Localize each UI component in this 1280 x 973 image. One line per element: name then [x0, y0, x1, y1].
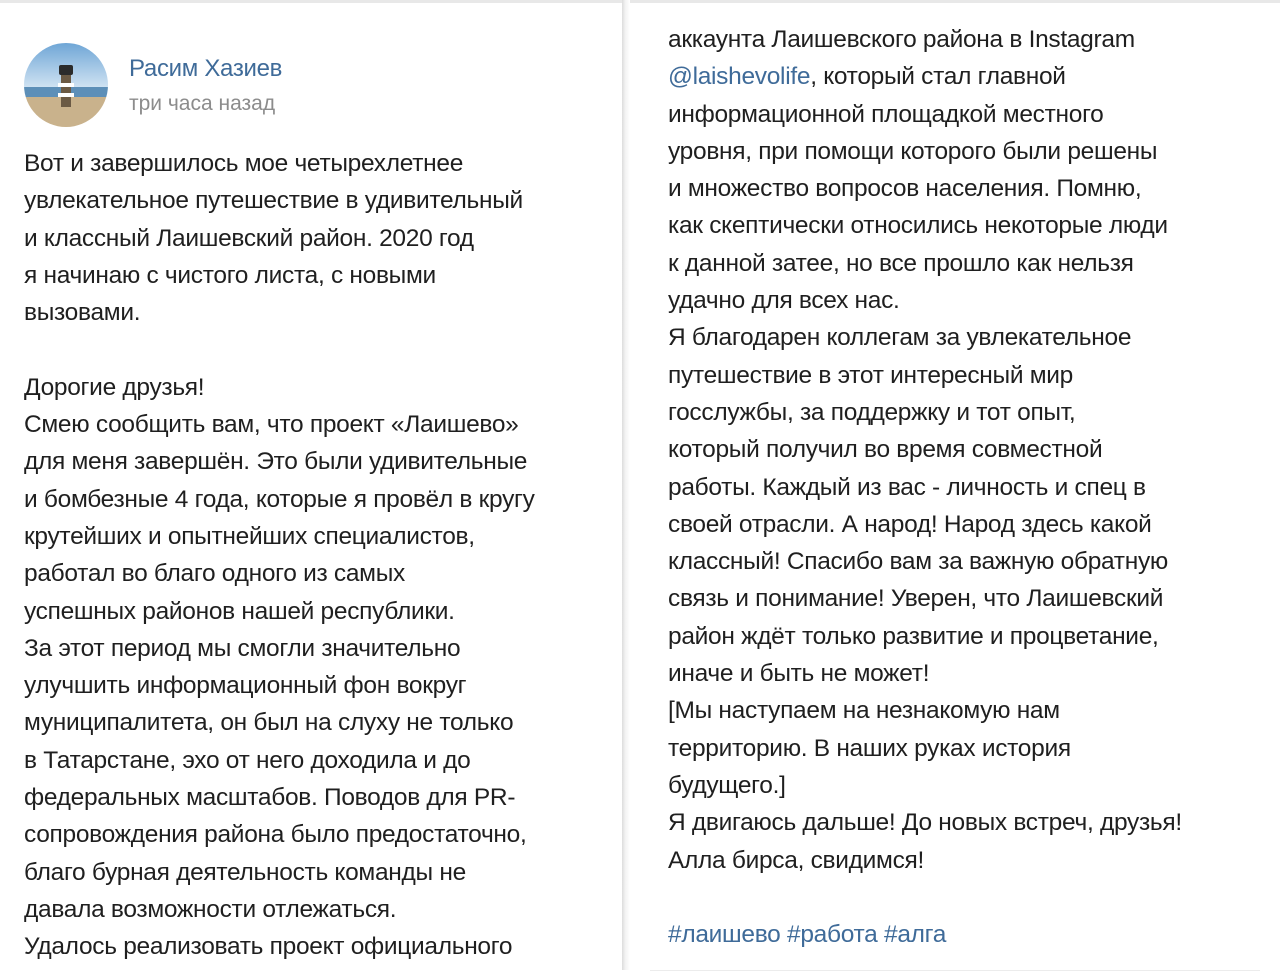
post-panel-right: [630, 0, 1280, 973]
text-line: в Татарстане, эхо от него доходила и до: [24, 746, 471, 774]
text-line: Смею сообщить вам, что проект «Лаишево»: [24, 411, 519, 439]
text-line: удачно для всех нас.: [668, 287, 900, 315]
text-line: я начинаю с чистого листа, с новыми: [24, 261, 436, 289]
hashtag-link[interactable]: #алга: [884, 921, 947, 949]
text-line: будущего.]: [668, 771, 786, 799]
paragraph-gap: [668, 879, 1182, 916]
text-line: и бомбезные 4 года, которые я провёл в кругу: [24, 485, 535, 513]
text-line: аккаунта Лаишевского района в Instagram: [668, 26, 1135, 53]
avatar[interactable]: [24, 43, 108, 127]
text-line: Удалось реализовать проект официального: [24, 933, 513, 961]
text-line: увлекательное путешествие в удивительный: [24, 187, 523, 215]
text-line: улучшить информационный фон вокруг: [24, 672, 467, 700]
text-line: крутейших и опытнейших специалистов,: [24, 522, 475, 550]
text-line: вызовами.: [24, 299, 141, 327]
post-text-right: [668, 21, 1182, 953]
text-line: классный! Спасибо вам за важную обратную: [668, 548, 1168, 576]
text-line: как скептически относились некоторые люди: [668, 212, 1168, 240]
text-line: успешных районов нашей республики.: [24, 597, 455, 625]
text-line: и множество вопросов населения. Помню,: [668, 175, 1142, 203]
text-line: территорию. В наших руках история: [668, 734, 1071, 762]
instagram-mention-link[interactable]: @laishevolife: [668, 63, 811, 91]
text-line: путешествие в этот интересный мир: [668, 361, 1073, 389]
text-line: Алла бирса, свидимся!: [668, 846, 924, 874]
text-line: уровня, при помощи которого были решены: [668, 137, 1158, 165]
text-line: информационной площадкой местного: [668, 100, 1104, 128]
text-line: муниципалитета, он был на слуху не только: [24, 709, 514, 737]
text-line: госслужбы, за поддержку и тот опыт,: [668, 398, 1076, 426]
hashtag-list: [668, 916, 1182, 953]
text-line: к данной затее, но все прошло как нельзя: [668, 249, 1134, 277]
text-line: связь и понимание! Уверен, что Лаишевский: [668, 585, 1164, 613]
text-line: и классный Лаишевский район. 2020 год: [24, 224, 474, 252]
text-line: За этот период мы смогли значительно: [24, 634, 461, 662]
bottom-separator: [650, 970, 1260, 971]
hashtag-link[interactable]: #работа: [787, 921, 878, 949]
text-line: который получил во время совместной: [668, 436, 1103, 464]
text-fragment: , который стал главной: [810, 63, 1066, 91]
text-line: сопровождения района было предостаточно,: [24, 821, 527, 849]
text-line: район ждёт только развитие и процветание,: [668, 622, 1159, 650]
text-line: Я двигаюсь дальше! До новых встреч, друзья!: [668, 809, 1182, 837]
text-line: своей отрасли. А народ! Народ здесь какой: [668, 510, 1152, 538]
text-line-with-mention: [668, 58, 1182, 95]
post-timestamp[interactable]: три часа назад: [129, 92, 276, 115]
text-line: иначе и быть не может!: [668, 660, 930, 688]
text-line: работал во благо одного из самых: [24, 560, 405, 588]
text-line: федеральных масштабов. Поводов для PR-: [24, 784, 516, 812]
text-line: Вот и завершилось мое четырехлетнее: [24, 150, 464, 177]
author-name[interactable]: Расим Хазиев: [129, 55, 283, 82]
paragraph-gap: [24, 331, 535, 368]
post-panel-left: [0, 0, 622, 973]
text-line: Дорогие друзья!: [24, 373, 205, 401]
avatar-image: [24, 43, 108, 127]
text-line: работы. Каждый из вас - личность и спец в: [668, 473, 1146, 501]
text-line: давала возможности отлежаться.: [24, 895, 397, 923]
panel-divider: [622, 0, 630, 970]
text-line: Я благодарен коллегам за увлекательное: [668, 324, 1132, 352]
text-line: для меня завершён. Это были удивительные: [24, 448, 528, 476]
text-line: [Мы наступаем на незнакомую нам: [668, 697, 1060, 725]
post-text-left: [24, 145, 535, 966]
text-line: благо бурная деятельность команды не: [24, 858, 466, 886]
hashtag-link[interactable]: #лаишево: [668, 921, 781, 949]
